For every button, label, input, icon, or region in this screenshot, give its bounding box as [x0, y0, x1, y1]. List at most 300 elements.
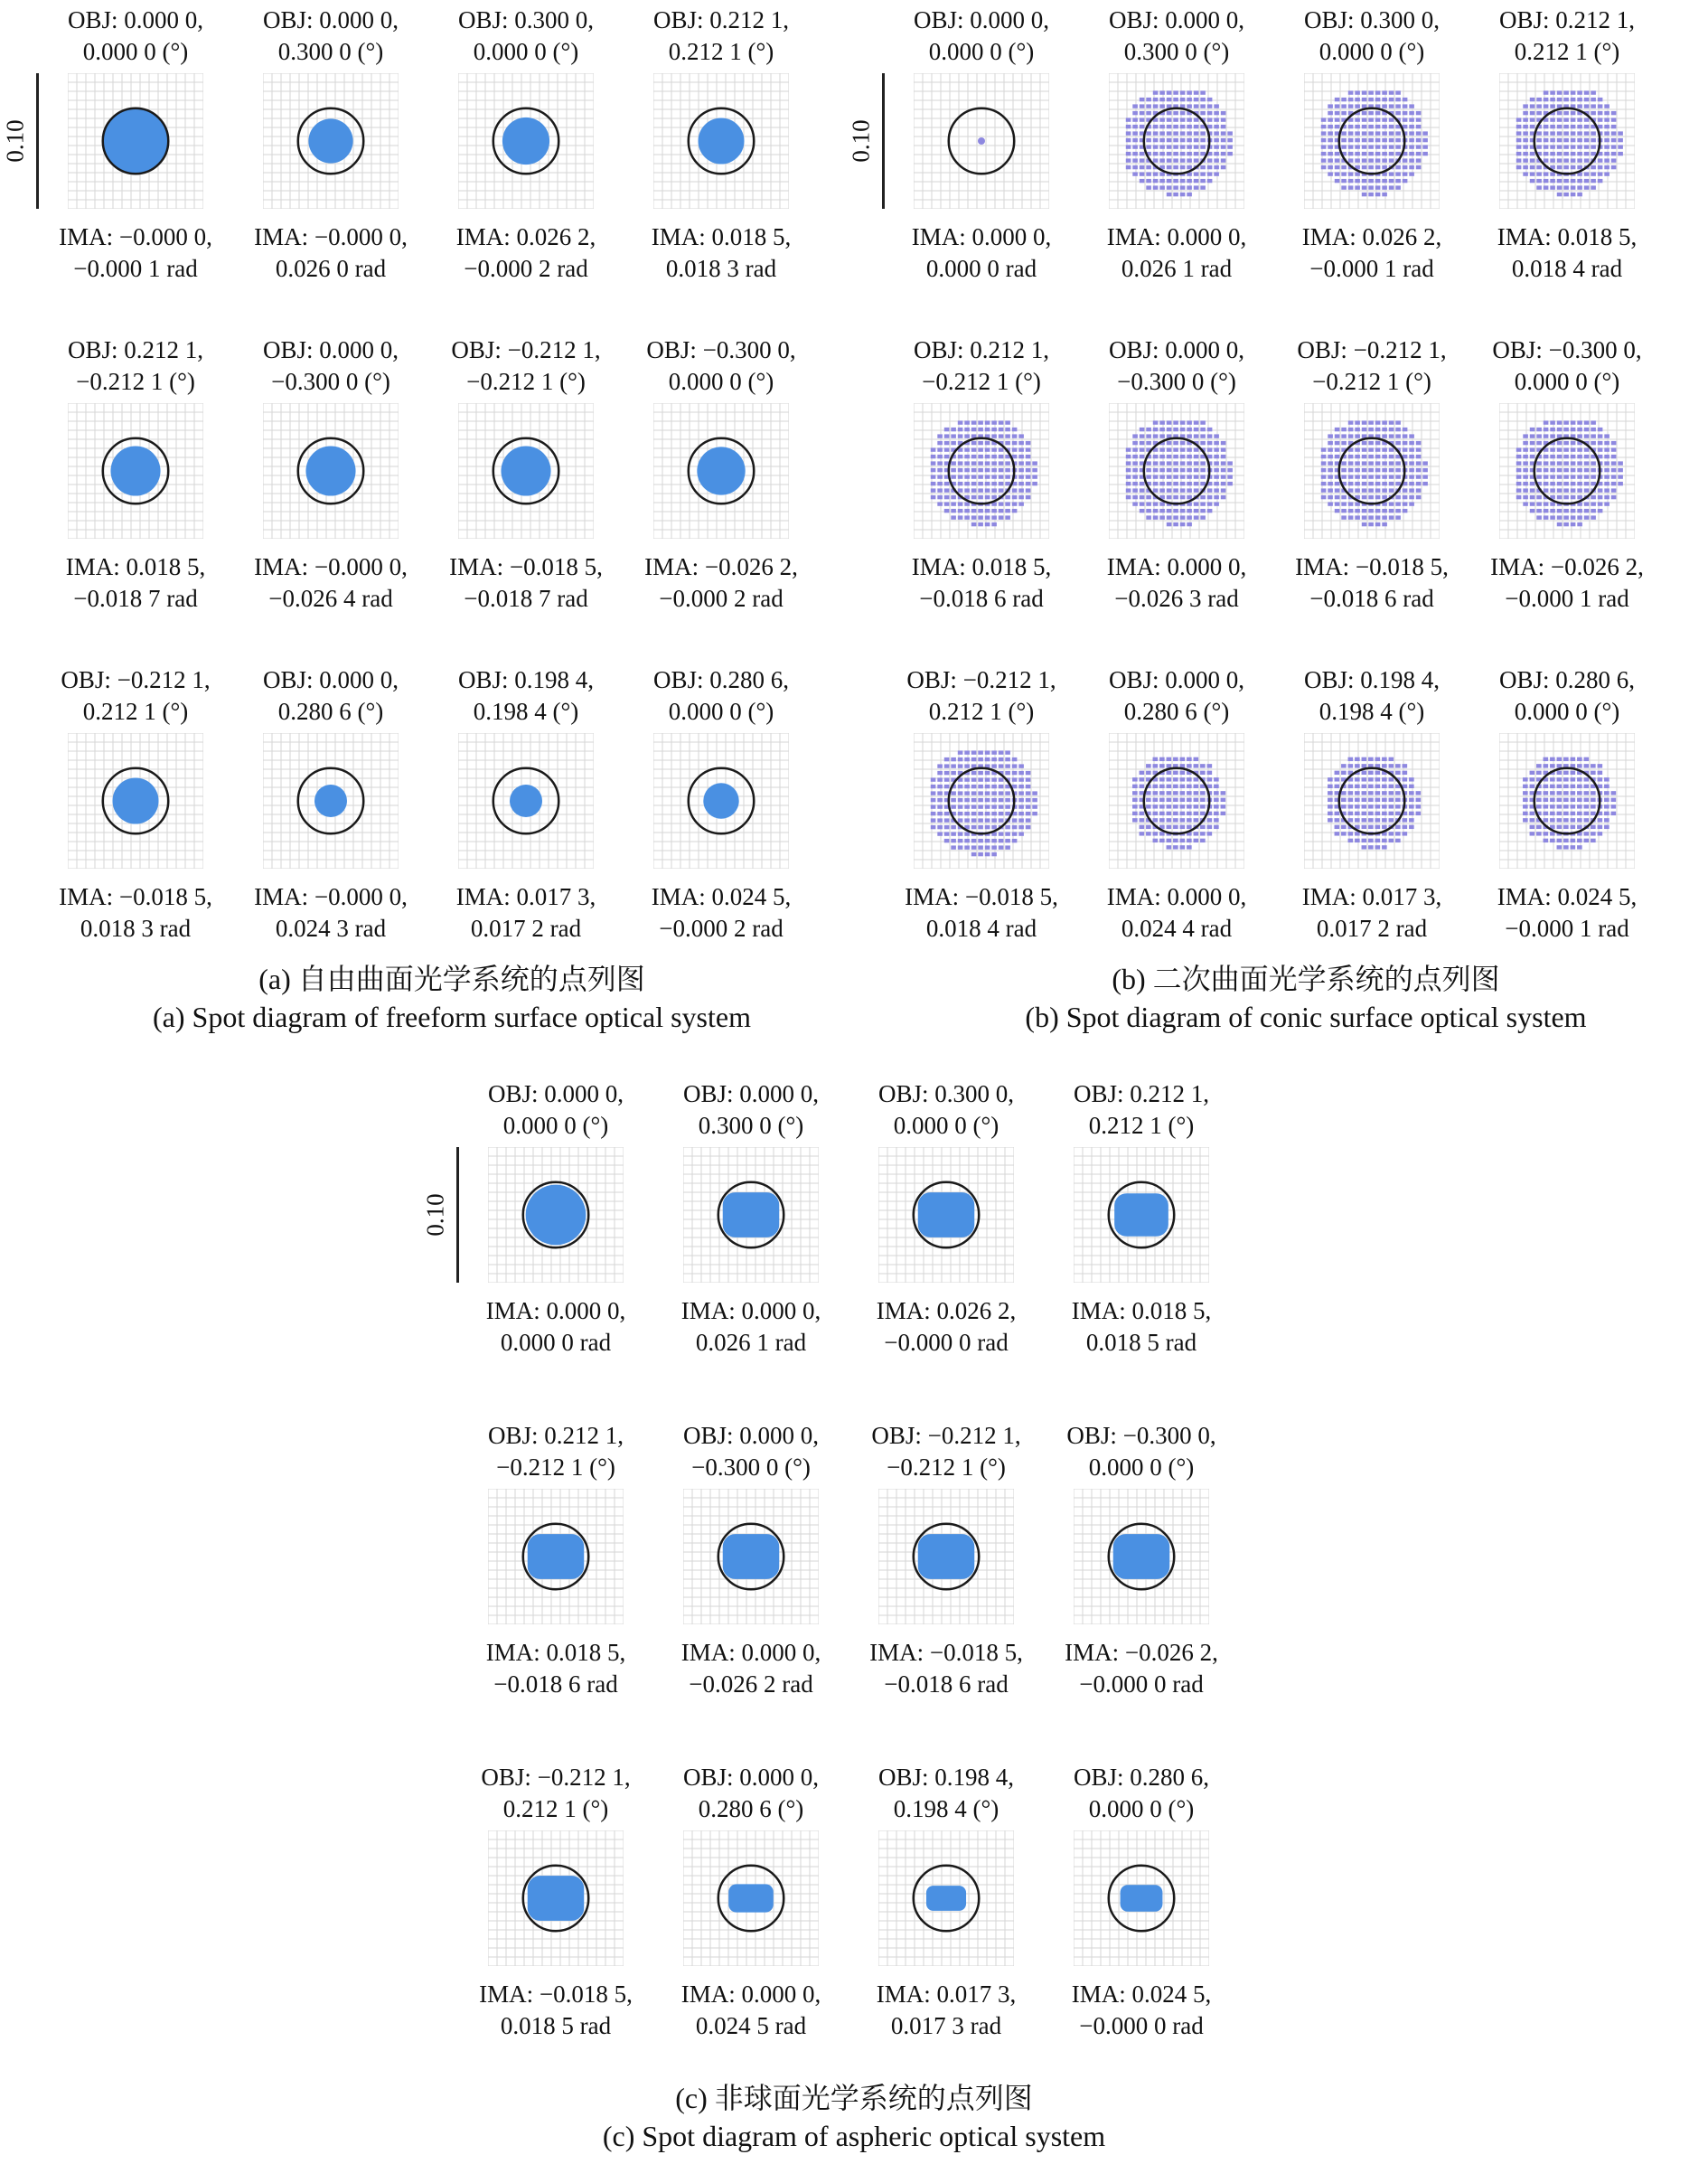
- spot-ray: [1382, 185, 1387, 189]
- spot-ray: [1362, 455, 1367, 458]
- spot-ray: [964, 420, 970, 424]
- spot-ray: [1167, 111, 1172, 115]
- ima-line-2: −0.018 6 rad: [884, 1670, 1009, 1698]
- spot-ray: [1571, 825, 1576, 829]
- spot-ray: [978, 825, 983, 829]
- spot-ray: [1362, 812, 1367, 815]
- spot-ray: [1395, 482, 1401, 485]
- spot-ray: [1341, 179, 1347, 183]
- spot-ray: [1604, 791, 1609, 795]
- spot-diagram: [683, 1489, 819, 1624]
- spot-ray: [1395, 495, 1401, 499]
- spot-ray: [1368, 812, 1374, 815]
- spot-ray: [1187, 118, 1192, 121]
- spot-ray: [1557, 488, 1563, 492]
- spot-ray: [1416, 125, 1422, 128]
- obj-label: [884, 5, 1079, 68]
- spot-plot: [458, 403, 594, 539]
- spot-ray: [958, 420, 963, 424]
- spot-plot: [914, 73, 1049, 209]
- spot-ray: [1221, 111, 1226, 115]
- ima-label: [624, 881, 819, 945]
- ima-line-2: 0.026 1 rad: [695, 1329, 807, 1356]
- spot-ray: [1544, 185, 1549, 189]
- spot-ray: [1159, 482, 1165, 485]
- spot-ray: [1140, 104, 1145, 108]
- spot-ray: [1328, 125, 1333, 128]
- ima-line-2: 0.018 3 rad: [80, 915, 192, 942]
- spot-ray: [1328, 777, 1333, 781]
- spot-ray: [1132, 482, 1138, 485]
- spot-ray: [999, 468, 1004, 472]
- spot-cell: [38, 664, 233, 981]
- spot-cell: [624, 334, 819, 651]
- spot-ray: [1571, 488, 1576, 492]
- spot-ray: [1187, 764, 1192, 767]
- spot-ray: [1341, 138, 1347, 142]
- spot-ray: [1557, 785, 1563, 788]
- spot-ray: [1328, 804, 1333, 808]
- spot-ray: [1328, 475, 1333, 478]
- spot-ray: [1167, 468, 1172, 472]
- spot-ray: [1227, 461, 1233, 465]
- ima-label: [428, 551, 624, 615]
- spot-ray: [1571, 777, 1576, 781]
- spot-ray: [991, 522, 997, 526]
- spot-ray: [978, 447, 983, 451]
- spot-ray: [1187, 131, 1192, 135]
- ima-line-2: −0.026 2 rad: [689, 1670, 813, 1698]
- ima-line-2: −0.018 6 rad: [1309, 585, 1434, 612]
- spot-ray: [1362, 791, 1367, 795]
- spot-ray: [1382, 812, 1387, 815]
- spot-ray: [1389, 475, 1394, 478]
- obj-line-1: OBJ: 0.000 0,: [682, 1422, 820, 1449]
- spot-ray: [978, 482, 983, 485]
- spot-ray: [1348, 791, 1354, 795]
- spot-ray: [1563, 812, 1569, 815]
- spot-diagram: [1304, 73, 1440, 209]
- spot-ray: [1335, 434, 1340, 438]
- spot-ray: [1584, 131, 1590, 135]
- spot-ray: [1005, 434, 1010, 438]
- spot-ray: [1571, 179, 1576, 183]
- spot-ray: [978, 839, 983, 842]
- spot-ray: [1395, 185, 1401, 189]
- spot-ray: [1221, 118, 1226, 121]
- spot-ray: [1005, 475, 1010, 478]
- spot-ray: [1557, 152, 1563, 155]
- spot-ray: [1341, 428, 1347, 431]
- ima-line-2: 0.024 3 rad: [275, 915, 387, 942]
- spot-ray: [999, 818, 1004, 822]
- spot-diagram: [878, 1489, 1014, 1624]
- spot-ray: [1348, 468, 1354, 472]
- spot-ray: [1544, 475, 1549, 478]
- spot-ray: [1577, 839, 1582, 842]
- obj-line-2: 0.280 6 (°): [698, 1795, 804, 1822]
- ima-label: [233, 221, 428, 285]
- spot-ray: [1227, 145, 1233, 148]
- spot-ray: [1221, 482, 1226, 485]
- spot-plot: [68, 73, 203, 209]
- spot-ray: [1026, 818, 1031, 822]
- spot-ray: [1005, 509, 1010, 513]
- spot-plot: [1304, 73, 1440, 209]
- spot-ray: [1126, 145, 1131, 148]
- spot-ray: [1584, 179, 1590, 183]
- spot-ray: [1221, 804, 1226, 808]
- spot-ray: [1173, 468, 1178, 472]
- spot-ray: [1221, 441, 1226, 445]
- spot-ray: [1194, 172, 1199, 175]
- spot-diagram: [1499, 73, 1635, 209]
- spot-ray: [991, 818, 997, 822]
- spot-ray: [1194, 791, 1199, 795]
- spot-ray: [1026, 441, 1031, 445]
- spot-ray: [1604, 502, 1609, 505]
- ima-label: [1469, 551, 1665, 615]
- spot-ray: [1563, 804, 1569, 808]
- spot-ray: [1221, 152, 1226, 155]
- spot-ray: [1557, 179, 1563, 183]
- spot-ray: [1523, 461, 1528, 465]
- spot-ray: [1611, 138, 1617, 142]
- spot-ray: [1146, 771, 1151, 775]
- spot-ray: [1159, 104, 1165, 108]
- spot-ray: [1523, 118, 1528, 121]
- panel-caption: [402, 2079, 1306, 2155]
- spot-ray: [1200, 812, 1206, 815]
- spot-ray: [1132, 495, 1138, 499]
- spot-ray: [1355, 118, 1360, 121]
- spot-ray: [978, 455, 983, 458]
- spot-ray: [1355, 145, 1360, 148]
- spot-ray: [985, 475, 990, 478]
- spot-ray: [985, 804, 990, 808]
- spot-ray: [1200, 90, 1206, 94]
- spot-ray: [1362, 131, 1367, 135]
- spot-ray: [1173, 757, 1178, 761]
- spot-ray: [931, 461, 936, 465]
- spot-ray: [951, 832, 956, 835]
- spot-ray: [1598, 172, 1603, 175]
- spot-ray: [1591, 145, 1596, 148]
- spot-cell: [1044, 1420, 1239, 1736]
- spot-diagram: [653, 733, 789, 869]
- obj-line-1: OBJ: 0.000 0,: [913, 6, 1050, 33]
- spot-ray: [1126, 125, 1131, 128]
- spot-ray: [1341, 131, 1347, 135]
- spot-ray: [1591, 420, 1596, 424]
- spot-ray: [1173, 90, 1178, 94]
- spot-ray: [1214, 798, 1219, 802]
- obj-line-2: 0.000 0 (°): [1514, 698, 1620, 725]
- spot-ray: [1591, 468, 1596, 472]
- spot-ray: [1153, 798, 1159, 802]
- spot-ray: [1530, 111, 1535, 115]
- spot-ray: [999, 455, 1004, 458]
- spot-ray: [1173, 131, 1178, 135]
- spot-ray: [1382, 482, 1387, 485]
- spot-ray: [1598, 158, 1603, 162]
- spot-ray: [931, 482, 936, 485]
- spot-ray: [1375, 455, 1381, 458]
- obj-label: [1079, 5, 1274, 68]
- spot-ray: [1362, 461, 1367, 465]
- spot-ray: [1355, 839, 1360, 842]
- spot-ray: [1140, 447, 1145, 451]
- ima-line-2: 0.018 5 rad: [500, 2012, 612, 2039]
- spot-ray: [1389, 488, 1394, 492]
- spot-ray: [991, 812, 997, 815]
- spot-ray: [1577, 152, 1582, 155]
- spot-ray: [1146, 172, 1151, 175]
- spot-ray: [1167, 777, 1172, 781]
- spot-ray: [1550, 434, 1555, 438]
- spot-ray: [1321, 118, 1327, 121]
- spot-ray: [999, 515, 1004, 519]
- spot-ray: [1200, 441, 1206, 445]
- spot-ray: [1180, 185, 1186, 189]
- spot-ray: [978, 522, 983, 526]
- spot-ray: [991, 509, 997, 513]
- obj-line-2: 0.198 4 (°): [1319, 698, 1425, 725]
- spot-ray: [991, 791, 997, 795]
- spot-ray: [1563, 441, 1569, 445]
- spot-ray: [1153, 104, 1159, 108]
- spot-ray: [1536, 428, 1542, 431]
- spot-ray: [1544, 468, 1549, 472]
- spot-ray: [1146, 764, 1151, 767]
- spot-ray: [991, 839, 997, 842]
- spot-ray: [1173, 125, 1178, 128]
- ima-line-2: −0.000 1 rad: [1309, 255, 1434, 282]
- spot-ray: [985, 757, 990, 761]
- spot-diagram: [914, 403, 1049, 539]
- ima-line-1: IMA: 0.000 0,: [485, 1297, 626, 1324]
- spot-ray: [1598, 98, 1603, 101]
- spot-ray: [1550, 798, 1555, 802]
- ima-line-2: 0.017 3 rad: [890, 2012, 1002, 2039]
- spot-ray: [1227, 475, 1233, 478]
- spot-ray: [1187, 179, 1192, 183]
- spot-ray: [1577, 131, 1582, 135]
- spot-ray: [1409, 825, 1414, 829]
- spot-ray: [1140, 812, 1145, 815]
- spot-ray: [1375, 441, 1381, 445]
- spot-ray: [1200, 179, 1206, 183]
- spot-ray: [1584, 461, 1590, 465]
- spot-ray: [1584, 468, 1590, 472]
- spot-ray: [1341, 798, 1347, 802]
- spot-ray: [1598, 832, 1603, 835]
- spot-cell: [233, 664, 428, 981]
- spot-ray: [978, 785, 983, 788]
- spot-ray: [1416, 495, 1422, 499]
- spot-ray: [1159, 502, 1165, 505]
- spot-ray: [1341, 832, 1347, 835]
- spot-ray: [1563, 488, 1569, 492]
- spot-ray: [1126, 475, 1131, 478]
- spot-ray: [944, 764, 950, 767]
- spot-ray: [1550, 818, 1555, 822]
- obj-line-2: 0.198 4 (°): [473, 698, 579, 725]
- spot-ray: [1146, 441, 1151, 445]
- spot-ray: [1530, 495, 1535, 499]
- spot-ray: [1557, 461, 1563, 465]
- spot-ray: [1389, 434, 1394, 438]
- spot-ray: [1584, 158, 1590, 162]
- spot-ray: [1409, 482, 1414, 485]
- obj-label: [233, 334, 428, 398]
- spot-ray: [1221, 475, 1226, 478]
- spot-ray: [1321, 468, 1327, 472]
- spot-ray: [1571, 441, 1576, 445]
- spot-ray: [1335, 482, 1340, 485]
- obj-label: [884, 334, 1079, 398]
- spot-ray: [1516, 165, 1522, 169]
- spot-ray: [1591, 441, 1596, 445]
- ima-line-2: 0.000 0 rad: [925, 255, 1037, 282]
- spot-ray: [1422, 131, 1428, 135]
- spot-ray: [1409, 502, 1414, 505]
- spot-ray: [1355, 482, 1360, 485]
- spot-blob: [528, 1534, 585, 1579]
- spot-ray: [1563, 193, 1569, 196]
- spot-ray: [999, 785, 1004, 788]
- spot-ray: [1153, 482, 1159, 485]
- spot-ray: [1389, 455, 1394, 458]
- spot-ray: [1012, 757, 1018, 761]
- spot-ray: [1523, 812, 1528, 815]
- spot-ray: [991, 482, 997, 485]
- spot-ray: [1598, 104, 1603, 108]
- spot-ray: [1132, 461, 1138, 465]
- ima-line-1: IMA: 0.018 5,: [651, 223, 792, 250]
- spot-ray: [1389, 98, 1394, 101]
- spot-ray: [1395, 131, 1401, 135]
- spot-ray: [971, 785, 977, 788]
- spot-ray: [1563, 111, 1569, 115]
- spot-ray: [951, 515, 956, 519]
- spot-ray: [1563, 845, 1569, 849]
- spot-ray: [1159, 839, 1165, 842]
- spot-ray: [1321, 488, 1327, 492]
- spot-ray: [1187, 812, 1192, 815]
- spot-ray: [1341, 468, 1347, 472]
- spot-ray: [1032, 804, 1037, 808]
- spot-ray: [1173, 785, 1178, 788]
- spot-ray: [1530, 158, 1535, 162]
- spot-dots: [931, 420, 1037, 526]
- obj-line-2: 0.000 0 (°): [473, 38, 579, 65]
- spot-ray: [964, 468, 970, 472]
- spot-ray: [1416, 468, 1422, 472]
- spot-ray: [1012, 502, 1018, 505]
- spot-ray: [1194, 475, 1199, 478]
- spot-plot: [683, 1830, 819, 1966]
- spot-ray: [1187, 428, 1192, 431]
- spot-ray: [978, 420, 983, 424]
- obj-line-2: 0.000 0 (°): [1514, 368, 1620, 395]
- spot-ray: [1321, 131, 1327, 135]
- spot-ray: [1375, 509, 1381, 513]
- spot-ray: [1032, 475, 1037, 478]
- spot-ray: [1328, 434, 1333, 438]
- spot-cell: [1274, 664, 1469, 981]
- spot-ray: [1523, 785, 1528, 788]
- spot-ray: [1180, 193, 1186, 196]
- spot-ray: [1362, 771, 1367, 775]
- spot-ray: [1591, 495, 1596, 499]
- spot-ray: [1355, 104, 1360, 108]
- spot-ray: [1348, 839, 1354, 842]
- spot-ray: [1012, 447, 1018, 451]
- spot-ray: [1604, 152, 1609, 155]
- spot-ray: [1200, 832, 1206, 835]
- spot-ray: [1153, 818, 1159, 822]
- spot-ray: [1618, 145, 1623, 148]
- spot-ray: [1409, 812, 1414, 815]
- spot-ray: [1200, 839, 1206, 842]
- spot-ray: [1375, 193, 1381, 196]
- spot-ray: [1557, 428, 1563, 431]
- spot-ray: [1214, 118, 1219, 121]
- spot-ray: [1018, 764, 1024, 767]
- spot-ray: [1395, 165, 1401, 169]
- spot-ray: [1403, 818, 1408, 822]
- spot-dots: [1126, 90, 1233, 196]
- spot-ray: [1180, 482, 1186, 485]
- spot-ray: [1180, 798, 1186, 802]
- spot-ray: [1571, 165, 1576, 169]
- spot-ray: [1577, 468, 1582, 472]
- spot-ray: [1403, 434, 1408, 438]
- spot-ray: [1214, 495, 1219, 499]
- spot-ray: [1382, 125, 1387, 128]
- spot-ray: [1180, 138, 1186, 142]
- obj-label: [233, 5, 428, 68]
- ima-line-2: −0.000 0 rad: [884, 1329, 1009, 1356]
- spot-ray: [1544, 420, 1549, 424]
- spot-blob: [698, 118, 744, 164]
- spot-ray: [1536, 825, 1542, 829]
- spot-ray: [1005, 468, 1010, 472]
- spot-ray: [1584, 832, 1590, 835]
- spot-blob: [528, 1876, 585, 1921]
- ima-line-1: IMA: −0.000 0,: [254, 553, 408, 580]
- ima-label: [1274, 221, 1469, 285]
- spot-ray: [1207, 434, 1213, 438]
- spot-ray: [944, 482, 950, 485]
- ima-line-1: IMA: 0.026 2,: [1301, 223, 1442, 250]
- spot-ray: [1598, 777, 1603, 781]
- spot-ray: [1167, 825, 1172, 829]
- spot-ray: [1355, 468, 1360, 472]
- spot-ray: [1523, 777, 1528, 781]
- spot-ray: [1200, 111, 1206, 115]
- spot-ray: [1604, 825, 1609, 829]
- spot-ray: [937, 771, 943, 775]
- spot-ray: [937, 434, 943, 438]
- spot-ray: [937, 798, 943, 802]
- spot-ray: [1194, 785, 1199, 788]
- spot-ray: [991, 750, 997, 754]
- spot-ray: [1544, 812, 1549, 815]
- spot-ray: [1187, 145, 1192, 148]
- spot-ray: [1132, 125, 1138, 128]
